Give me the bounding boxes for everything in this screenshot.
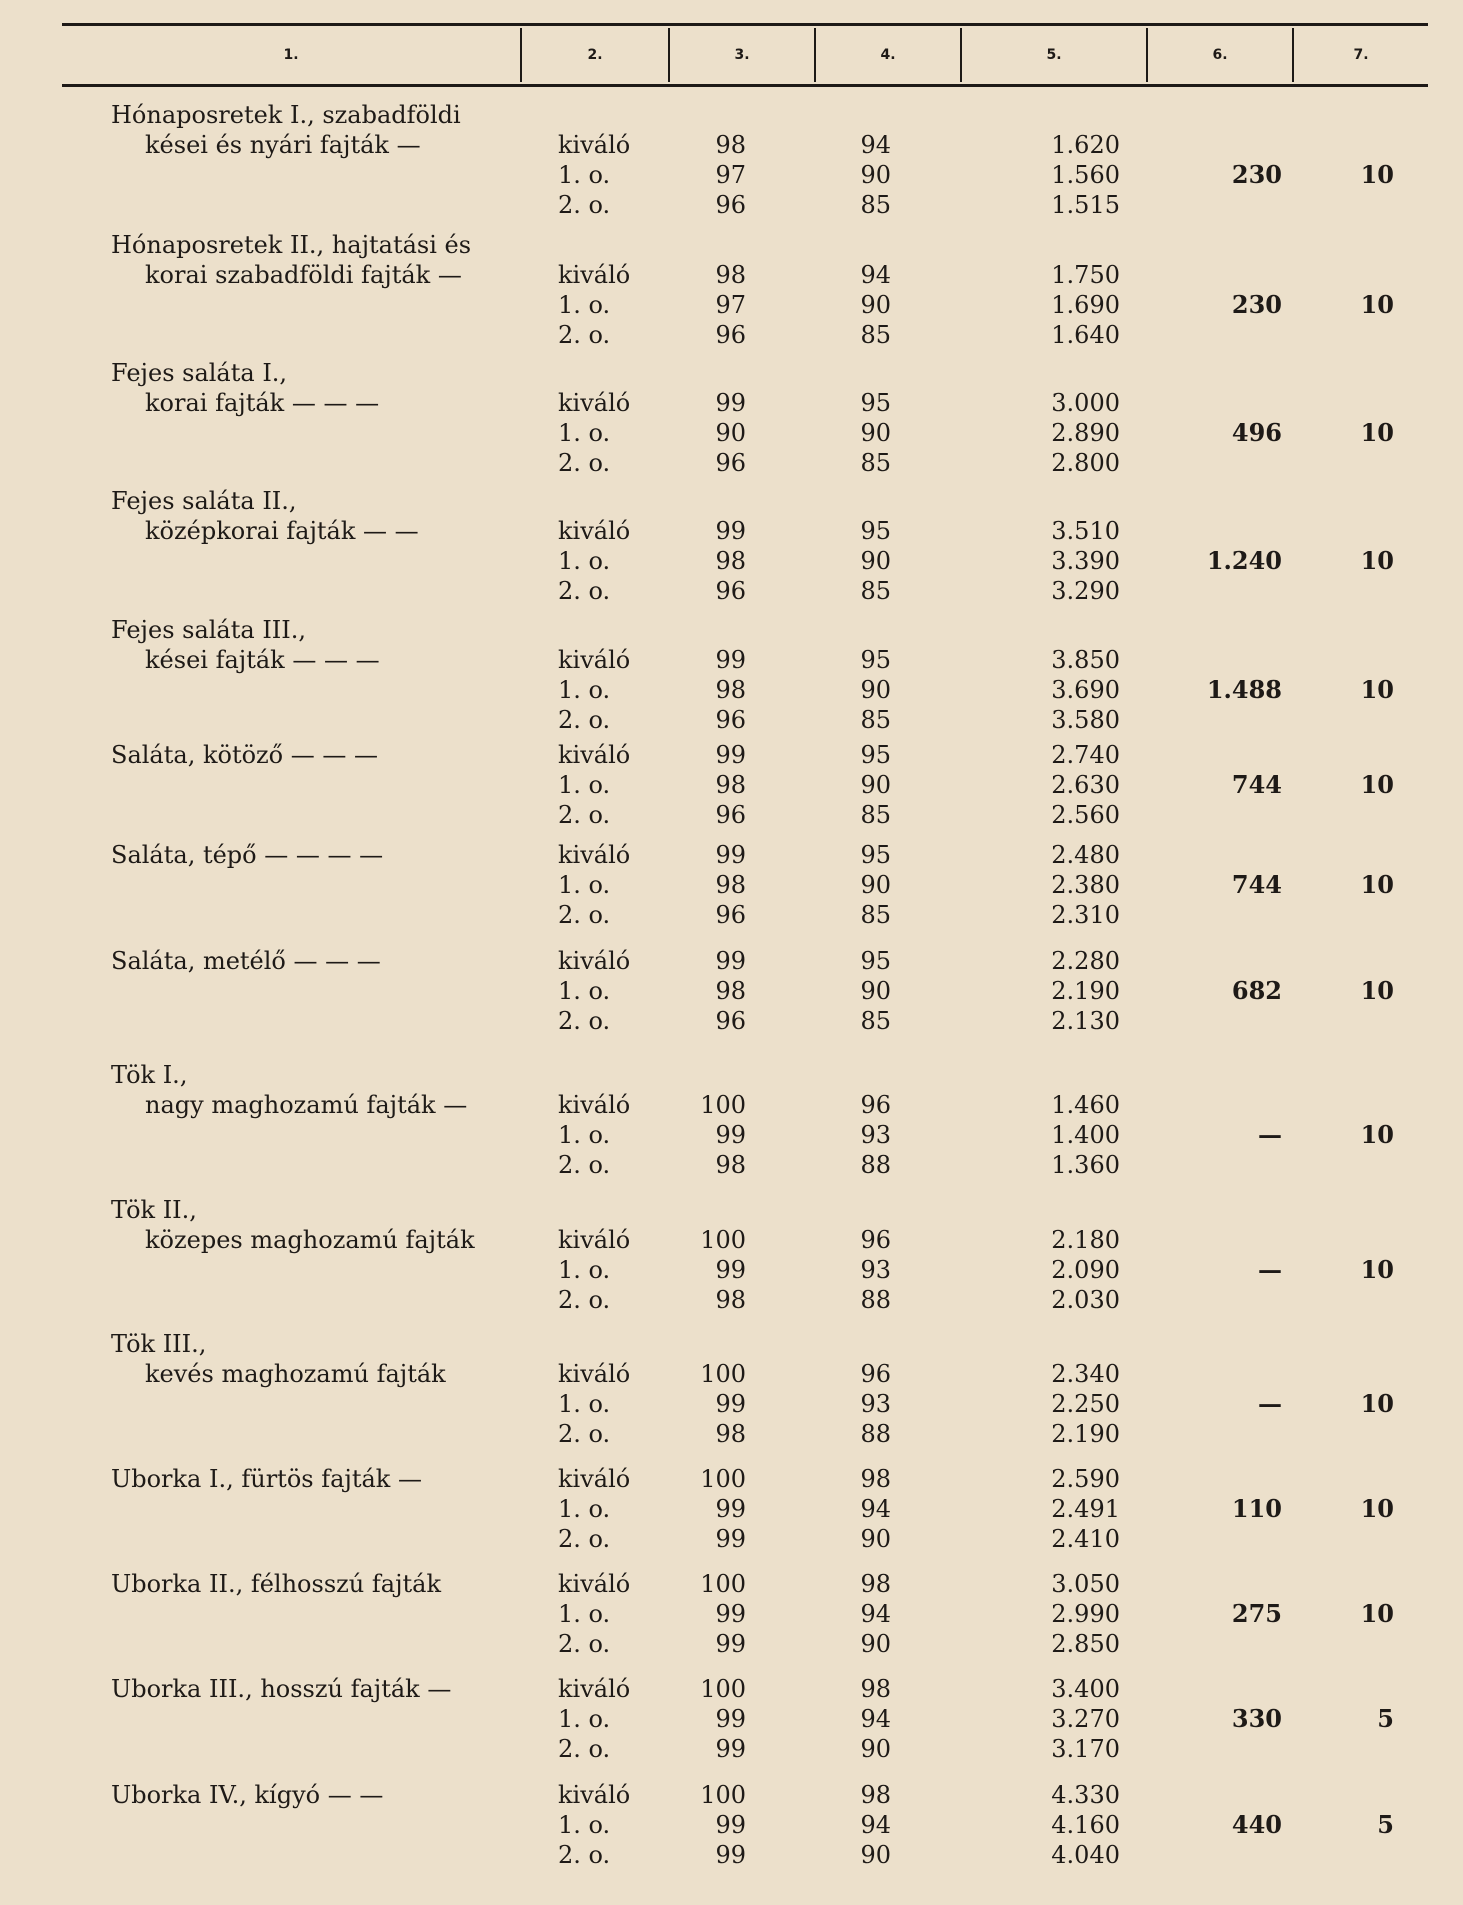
grade-cell: 1. o. (558, 676, 611, 704)
table-header (62, 26, 1428, 84)
header-bottom-rule (62, 84, 1428, 87)
col5-cell: 2.130 (1051, 1007, 1120, 1035)
col5-cell: 1.750 (1051, 261, 1120, 289)
col5-cell: 1.460 (1051, 1091, 1120, 1119)
col7-cell: 5 (1377, 1704, 1394, 1733)
col7-cell: 10 (1360, 1494, 1394, 1523)
col7-cell: 10 (1360, 675, 1394, 704)
col3-cell: 98 (715, 131, 746, 159)
grade-cell: 2. o. (558, 321, 611, 349)
col3-cell: 98 (715, 771, 746, 799)
item-name-continuation: kései és nyári fajták — (145, 131, 421, 159)
table-row-group (0, 230, 1463, 350)
grade-cell: 2. o. (558, 577, 611, 605)
col6-cell: — (1258, 1389, 1282, 1418)
header-col-1: 1. (283, 47, 299, 63)
item-name: Uborka I., fürtös fajták — (111, 1465, 422, 1493)
col5-cell: 2.890 (1051, 419, 1120, 447)
col3-cell: 99 (715, 389, 746, 417)
grade-cell: kiváló (558, 646, 631, 674)
col3-cell: 98 (715, 1151, 746, 1179)
col6-cell: 496 (1231, 418, 1282, 447)
grade-cell: 1. o. (558, 977, 611, 1005)
header-col-5: 5. (1046, 47, 1062, 63)
grade-cell: 2. o. (558, 1630, 611, 1658)
col7-cell: 5 (1377, 1810, 1394, 1839)
col6-cell: 230 (1231, 160, 1282, 189)
col5-cell: 2.480 (1051, 841, 1120, 869)
col5-cell: 1.360 (1051, 1151, 1120, 1179)
table-row-group (0, 100, 1463, 220)
grade-cell: 2. o. (558, 1007, 611, 1035)
col4-cell: 90 (860, 1630, 891, 1658)
col6-cell: 744 (1231, 770, 1282, 799)
item-name-continuation: középkorai fajták — — (145, 517, 419, 545)
col5-cell: 2.990 (1051, 1600, 1120, 1628)
item-name: Tök III., (111, 1330, 207, 1358)
col5-cell: 2.560 (1051, 801, 1120, 829)
grade-cell: kiváló (558, 741, 631, 769)
col4-cell: 85 (860, 1007, 891, 1035)
col3-cell: 98 (715, 547, 746, 575)
col5-cell: 3.690 (1051, 676, 1120, 704)
col3-cell: 100 (700, 1360, 746, 1388)
grade-cell: 1. o. (558, 161, 611, 189)
col5-cell: 3.850 (1051, 646, 1120, 674)
grade-cell: kiváló (558, 1226, 631, 1254)
col4-cell: 95 (860, 517, 891, 545)
grade-cell: 1. o. (558, 771, 611, 799)
item-name: Uborka II., félhosszú fajták (111, 1570, 441, 1598)
item-name-continuation: kései fajták — — — (145, 646, 380, 674)
col4-cell: 94 (860, 261, 891, 289)
item-name: Hónaposretek I., szabadföldi (111, 101, 461, 129)
table-row-group (0, 946, 1463, 1036)
col5-cell: 2.090 (1051, 1256, 1120, 1284)
col7-cell: 10 (1360, 870, 1394, 899)
col4-cell: 93 (860, 1121, 891, 1149)
col3-cell: 97 (715, 161, 746, 189)
col3-cell: 99 (715, 947, 746, 975)
col7-cell: 10 (1360, 1389, 1394, 1418)
col4-cell: 98 (860, 1570, 891, 1598)
col4-cell: 94 (860, 1705, 891, 1733)
grade-cell: kiváló (558, 1781, 631, 1809)
col4-cell: 98 (860, 1781, 891, 1809)
col4-cell: 95 (860, 841, 891, 869)
col4-cell: 90 (860, 1841, 891, 1869)
col3-cell: 99 (715, 1630, 746, 1658)
col4-cell: 95 (860, 947, 891, 975)
col6-cell: 330 (1231, 1704, 1282, 1733)
col4-cell: 95 (860, 646, 891, 674)
grade-cell: 2. o. (558, 1841, 611, 1869)
col4-cell: 90 (860, 161, 891, 189)
col4-cell: 90 (860, 1525, 891, 1553)
col5-cell: 4.160 (1051, 1811, 1120, 1839)
table-body (0, 100, 1463, 1890)
item-name-continuation: korai fajták — — — (145, 389, 380, 417)
col5-cell: 2.250 (1051, 1390, 1120, 1418)
col5-cell: 2.340 (1051, 1360, 1120, 1388)
item-name-continuation: nagy maghozamú fajták — (145, 1091, 468, 1119)
item-name: Uborka IV., kígyó — — (111, 1781, 384, 1809)
col4-cell: 88 (860, 1286, 891, 1314)
col6-cell: 275 (1231, 1599, 1282, 1628)
col5-cell: 2.030 (1051, 1286, 1120, 1314)
col5-cell: 1.560 (1051, 161, 1120, 189)
table-row-group (0, 615, 1463, 735)
grade-cell: kiváló (558, 261, 631, 289)
table-row-group (0, 1674, 1463, 1764)
col4-cell: 94 (860, 1600, 891, 1628)
item-name-continuation: korai szabadföldi fajták — (145, 261, 462, 289)
header-col-7: 7. (1353, 47, 1369, 63)
col4-cell: 85 (860, 321, 891, 349)
grade-cell: 2. o. (558, 706, 611, 734)
col5-cell: 3.510 (1051, 517, 1120, 545)
col3-cell: 100 (700, 1465, 746, 1493)
grade-cell: 2. o. (558, 191, 611, 219)
col7-cell: 10 (1360, 976, 1394, 1005)
col4-cell: 88 (860, 1420, 891, 1448)
col3-cell: 97 (715, 291, 746, 319)
col3-cell: 98 (715, 261, 746, 289)
col5-cell: 1.620 (1051, 131, 1120, 159)
table-row-group (0, 1195, 1463, 1315)
col4-cell: 85 (860, 577, 891, 605)
col6-cell: 440 (1231, 1810, 1282, 1839)
grade-cell: kiváló (558, 1570, 631, 1598)
col7-cell: 10 (1360, 160, 1394, 189)
grade-cell: 2. o. (558, 449, 611, 477)
col5-cell: 1.400 (1051, 1121, 1120, 1149)
col5-cell: 4.040 (1051, 1841, 1120, 1869)
grade-cell: 1. o. (558, 1811, 611, 1839)
col5-cell: 2.380 (1051, 871, 1120, 899)
col3-cell: 99 (715, 1600, 746, 1628)
col5-cell: 3.050 (1051, 1570, 1120, 1598)
col3-cell: 98 (715, 1420, 746, 1448)
col3-cell: 90 (715, 419, 746, 447)
col4-cell: 94 (860, 1495, 891, 1523)
col5-cell: 2.410 (1051, 1525, 1120, 1553)
item-name: Tök II., (111, 1196, 197, 1224)
col3-cell: 99 (715, 1525, 746, 1553)
col3-cell: 99 (715, 646, 746, 674)
grade-cell: kiváló (558, 841, 631, 869)
col5-cell: 2.180 (1051, 1226, 1120, 1254)
col7-cell: 10 (1360, 770, 1394, 799)
grade-cell: kiváló (558, 517, 631, 545)
col4-cell: 85 (860, 801, 891, 829)
col3-cell: 99 (715, 1811, 746, 1839)
item-name: Hónaposretek II., hajtatási és (111, 231, 472, 259)
col6-cell: 110 (1231, 1494, 1282, 1523)
col4-cell: 90 (860, 676, 891, 704)
col4-cell: 93 (860, 1256, 891, 1284)
col5-cell: 3.000 (1051, 389, 1120, 417)
grade-cell: 1. o. (558, 291, 611, 319)
col5-cell: 1.640 (1051, 321, 1120, 349)
col4-cell: 90 (860, 871, 891, 899)
col4-cell: 94 (860, 1811, 891, 1839)
col3-cell: 99 (715, 1841, 746, 1869)
col3-cell: 100 (700, 1570, 746, 1598)
col4-cell: 90 (860, 291, 891, 319)
grade-cell: 1. o. (558, 1256, 611, 1284)
col7-cell: 10 (1360, 1255, 1394, 1284)
col7-cell: 10 (1360, 1120, 1394, 1149)
grade-cell: kiváló (558, 1091, 631, 1119)
col5-cell: 3.170 (1051, 1735, 1120, 1763)
item-name: Saláta, metélő — — — (111, 947, 381, 975)
item-name: Fejes saláta I., (111, 359, 288, 387)
grade-cell: 1. o. (558, 547, 611, 575)
col4-cell: 85 (860, 191, 891, 219)
col5-cell: 3.290 (1051, 577, 1120, 605)
header-col-3: 3. (734, 47, 750, 63)
grade-cell: 1. o. (558, 1600, 611, 1628)
col6-cell: 1.488 (1206, 675, 1282, 704)
col4-cell: 95 (860, 741, 891, 769)
col3-cell: 99 (715, 1256, 746, 1284)
col4-cell: 98 (860, 1465, 891, 1493)
col4-cell: 98 (860, 1675, 891, 1703)
grade-cell: 2. o. (558, 1420, 611, 1448)
table-row-group (0, 358, 1463, 478)
col5-cell: 4.330 (1051, 1781, 1120, 1809)
col3-cell: 96 (715, 1007, 746, 1035)
col4-cell: 96 (860, 1226, 891, 1254)
col5-cell: 2.280 (1051, 947, 1120, 975)
col5-cell: 2.190 (1051, 977, 1120, 1005)
col3-cell: 98 (715, 1286, 746, 1314)
col4-cell: 93 (860, 1390, 891, 1418)
col5-cell: 2.740 (1051, 741, 1120, 769)
col6-cell: 682 (1231, 976, 1282, 1005)
col4-cell: 96 (860, 1091, 891, 1119)
col4-cell: 90 (860, 977, 891, 1005)
col4-cell: 95 (860, 389, 891, 417)
col3-cell: 99 (715, 1121, 746, 1149)
col4-cell: 85 (860, 449, 891, 477)
col4-cell: 90 (860, 419, 891, 447)
col3-cell: 96 (715, 901, 746, 929)
col7-cell: 10 (1360, 546, 1394, 575)
col6-cell: 744 (1231, 870, 1282, 899)
grade-cell: 1. o. (558, 1705, 611, 1733)
col4-cell: 85 (860, 706, 891, 734)
col5-cell: 1.690 (1051, 291, 1120, 319)
item-name-continuation: kevés maghozamú fajták (145, 1360, 446, 1388)
col5-cell: 3.390 (1051, 547, 1120, 575)
table-row-group (0, 740, 1463, 830)
col3-cell: 100 (700, 1226, 746, 1254)
grade-cell: 1. o. (558, 871, 611, 899)
col7-cell: 10 (1360, 1599, 1394, 1628)
col3-cell: 99 (715, 1705, 746, 1733)
col3-cell: 98 (715, 871, 746, 899)
grade-cell: kiváló (558, 947, 631, 975)
col5-cell: 3.270 (1051, 1705, 1120, 1733)
header-col-6: 6. (1212, 47, 1228, 63)
col3-cell: 96 (715, 449, 746, 477)
col5-cell: 3.400 (1051, 1675, 1120, 1703)
table-row-group (0, 1464, 1463, 1554)
col4-cell: 94 (860, 131, 891, 159)
grade-cell: 1. o. (558, 1495, 611, 1523)
col6-cell: 1.240 (1206, 546, 1282, 575)
header-col-2: 2. (587, 47, 603, 63)
col3-cell: 98 (715, 676, 746, 704)
col6-cell: — (1258, 1120, 1282, 1149)
grade-cell: kiváló (558, 1360, 631, 1388)
item-name: Fejes saláta III., (111, 616, 307, 644)
grade-cell: 2. o. (558, 1286, 611, 1314)
grade-cell: 1. o. (558, 419, 611, 447)
col5-cell: 2.850 (1051, 1630, 1120, 1658)
col6-cell: 230 (1231, 290, 1282, 319)
grade-cell: 2. o. (558, 1525, 611, 1553)
col4-cell: 90 (860, 771, 891, 799)
col7-cell: 10 (1360, 418, 1394, 447)
table-row-group (0, 486, 1463, 606)
grade-cell: 1. o. (558, 1390, 611, 1418)
col3-cell: 96 (715, 706, 746, 734)
col7-cell: 10 (1360, 290, 1394, 319)
table-row-group (0, 1060, 1463, 1180)
item-name-continuation: közepes maghozamú fajták (145, 1226, 475, 1254)
col5-cell: 2.590 (1051, 1465, 1120, 1493)
item-name: Saláta, tépő — — — — (111, 841, 384, 869)
table-row-group (0, 1569, 1463, 1659)
grade-cell: 2. o. (558, 901, 611, 929)
grade-cell: kiváló (558, 131, 631, 159)
grade-cell: 2. o. (558, 1151, 611, 1179)
col3-cell: 96 (715, 801, 746, 829)
item-name: Saláta, kötöző — — — (111, 741, 379, 769)
col4-cell: 90 (860, 547, 891, 575)
col4-cell: 90 (860, 1735, 891, 1763)
grade-cell: kiváló (558, 1465, 631, 1493)
item-name: Uborka III., hosszú fajták — (111, 1675, 452, 1703)
col4-cell: 88 (860, 1151, 891, 1179)
col5-cell: 2.491 (1051, 1495, 1120, 1523)
col3-cell: 99 (715, 841, 746, 869)
grade-cell: kiváló (558, 389, 631, 417)
col3-cell: 99 (715, 1735, 746, 1763)
col3-cell: 99 (715, 1495, 746, 1523)
col5-cell: 2.310 (1051, 901, 1120, 929)
col3-cell: 99 (715, 517, 746, 545)
col3-cell: 99 (715, 1390, 746, 1418)
col3-cell: 96 (715, 577, 746, 605)
grade-cell: 1. o. (558, 1121, 611, 1149)
col3-cell: 96 (715, 321, 746, 349)
grade-cell: 2. o. (558, 801, 611, 829)
col3-cell: 100 (700, 1781, 746, 1809)
col3-cell: 100 (700, 1675, 746, 1703)
col3-cell: 96 (715, 191, 746, 219)
item-name: Tök I., (111, 1061, 188, 1089)
table-row-group (0, 1329, 1463, 1449)
table-row-group (0, 840, 1463, 930)
grade-cell: kiváló (558, 1675, 631, 1703)
col5-cell: 2.630 (1051, 771, 1120, 799)
col4-cell: 85 (860, 901, 891, 929)
col4-cell: 96 (860, 1360, 891, 1388)
col3-cell: 99 (715, 741, 746, 769)
col3-cell: 98 (715, 977, 746, 1005)
grade-cell: 2. o. (558, 1735, 611, 1763)
col6-cell: — (1258, 1255, 1282, 1284)
header-col-4: 4. (880, 47, 896, 63)
col3-cell: 100 (700, 1091, 746, 1119)
col5-cell: 2.800 (1051, 449, 1120, 477)
item-name: Fejes saláta II., (111, 487, 297, 515)
col5-cell: 1.515 (1051, 191, 1120, 219)
table-row-group (0, 1780, 1463, 1870)
col5-cell: 3.580 (1051, 706, 1120, 734)
col5-cell: 2.190 (1051, 1420, 1120, 1448)
